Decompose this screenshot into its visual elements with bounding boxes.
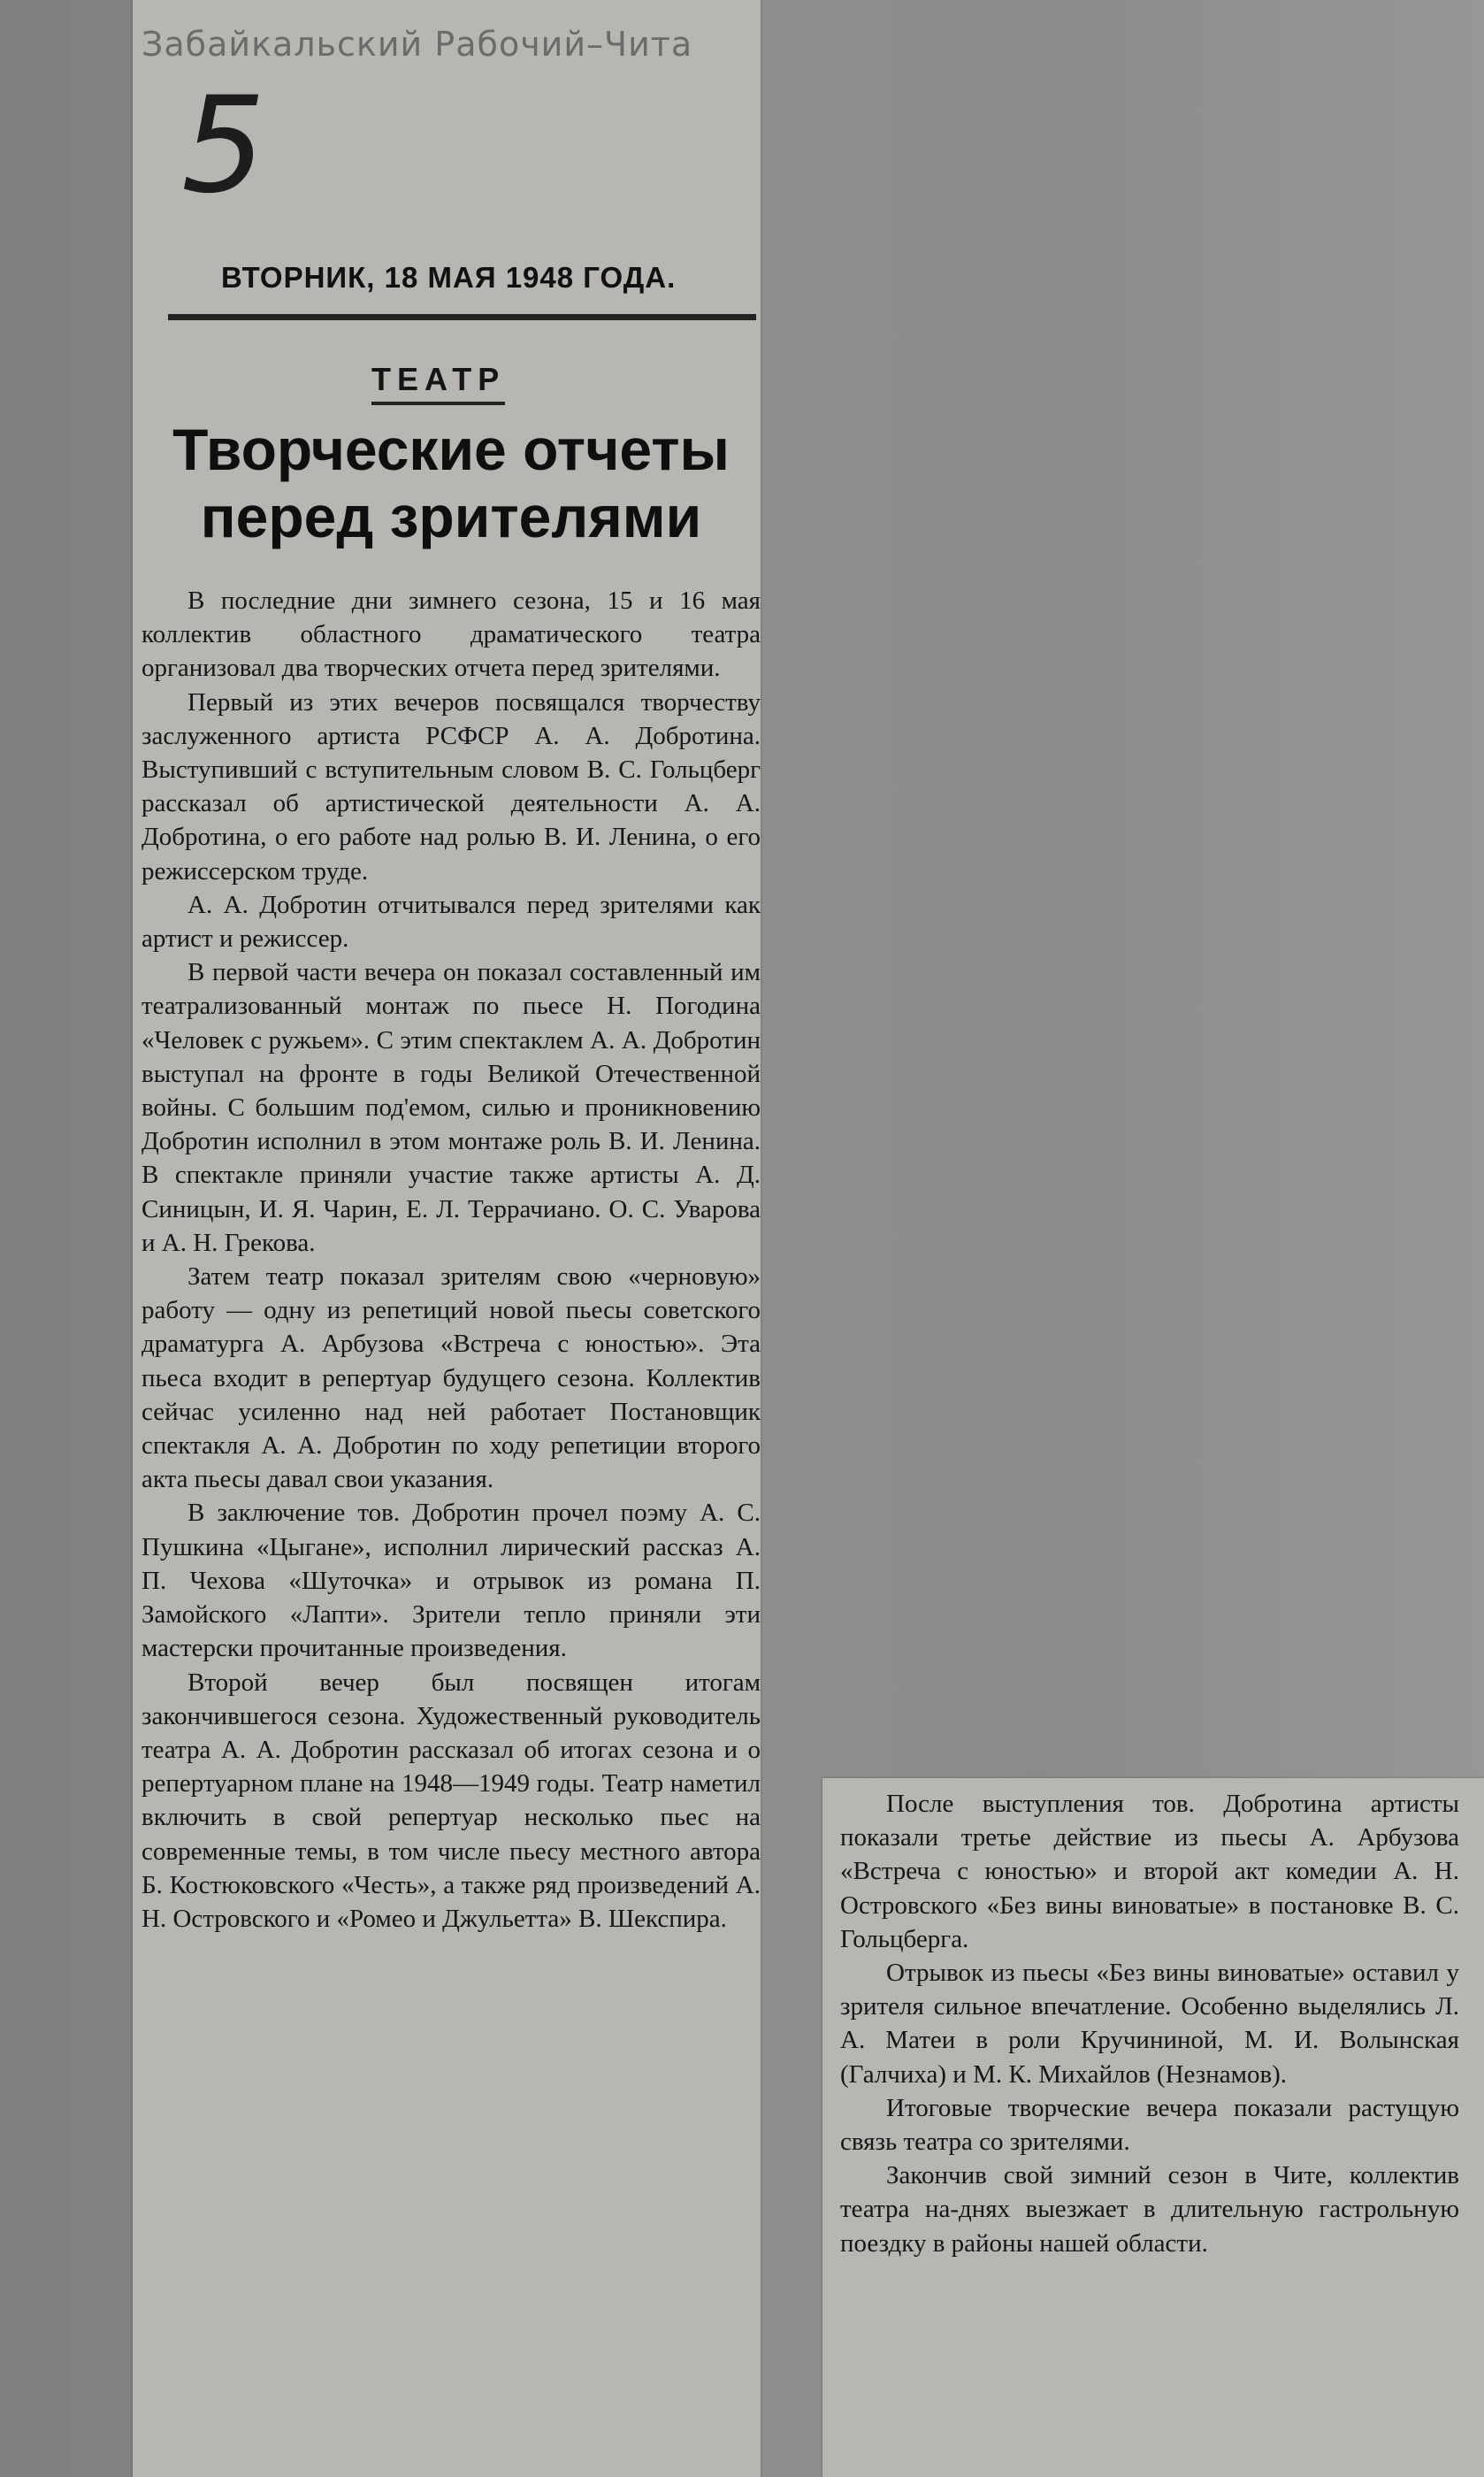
continuation-paragraph-2: Отрывок из пьесы «Без вины виноватые» оставил у зрителя сильное впечатление. Особенно выделялись Л. А. Матеи в роли Кручининой, М. И. Волынская (Галчиха) и М. К. Михайлов (Незнамов).: [840, 1959, 1459, 2089]
article-headline: Творческие отчеты перед зрителями: [172, 417, 730, 549]
article-paragraph-1: В последние дни зимнего сезона, 15 и 16 мая коллектив областного драматического театра организовал два творческих отчета перед зрителями.: [142, 587, 761, 683]
article-paragraph-3: А. А. Добротин отчитывался перед зрителями как артист и режиссер.: [142, 890, 761, 954]
continuation-paragraph-1: После выступления тов. Добротина артисты показали третье действие из пьесы А. Арбузова «Встреча с юностью» и второй акт комедии А. Н. Островского «Без вины виноватые» в постановке В. С. Гольцберга.: [840, 1790, 1459, 1953]
article-paragraph-7: Второй вечер был посвящен итогам закончившегося сезона. Художественный руководитель театра А. А. Добротин рассказал об итогах сезона и о репертуарном плане на 1948—1949 годы. Театр наметил включить в свой репертуар несколько пьес на современные темы, в том числе пьесу местного автора Б. Костюковского «Честь», а также ряд произведений А. Н. Островского и «Ромео и Джульетта» В. Шекспира.: [142, 1668, 761, 1933]
article-paragraph-4: В первой части вечера он показал составленный им театрализованный монтаж по пьесе Н. Погодина «Человек с ружьем». С этим спектаклем А. А. Добротин выступал на фронте в годы Великой Отечественной войны. С большим под'емом, силью и проникновению Добротин исполнил в этом монтаже роль В. И. Ленина. В спектакле приняли участие также артисты А. Д. Синицын, И. Я. Чарин, Е. Л. Террачиано. О. С. Уварова и А. Н. Грекова.: [142, 958, 761, 1257]
newspaper-source-label: Забайкальский Рабочий–Чита: [142, 25, 693, 64]
article-paragraph-5: Затем театр показал зрителям свою «черновую» работу — одну из репетиций новой пьесы советского драматурга А. Арбузова «Встреча с юностью». Эта пьеса входит в репертуар будущего сезона. Коллектив сейчас усиленно над ней работает Постановщик спектакля А. А. Добротин по ходу репетиции второго акта пьесы давал свои указания.: [142, 1262, 761, 1494]
issue-date: ВТОРНИК, 18 МАЯ 1948 ГОДА.: [221, 261, 677, 294]
section-label: ТЕАТР: [371, 361, 505, 405]
article-paragraph-6: В заключение тов. Добротин прочел поэму А. С. Пушкина «Цыгане», исполнил лирический рассказ А. П. Чехова «Шуточка» и отрывок из романа П. Замойского «Лапти». Зрители тепло приняли эти мастерски прочитанные произведения.: [142, 1499, 761, 1663]
article-body: [142, 584, 761, 1936]
handwritten-page-number: 5: [181, 69, 266, 223]
header-divider: [168, 314, 756, 320]
continuation-paragraph-3: Итоговые творческие вечера показали растущую связь театра со зрителями.: [840, 2093, 1459, 2157]
continuation-paragraph-4: Закончив свой зимний сезон в Чите, коллектив театра на-днях выезжает в длительную гастрольную поездку в районы нашей области.: [840, 2161, 1459, 2258]
article-paragraph-2: Первый из этих вечеров посвящался творчеству заслуженного артиста РСФСР А. А. Добротина. Выступивший с вступительным словом В. С. Гольцберг рассказал об артистической деятельности А. А. Добротина, о его работе над ролью В. И. Ленина, о его режиссерском труде.: [142, 687, 761, 886]
article-continuation: [840, 1787, 1459, 2260]
